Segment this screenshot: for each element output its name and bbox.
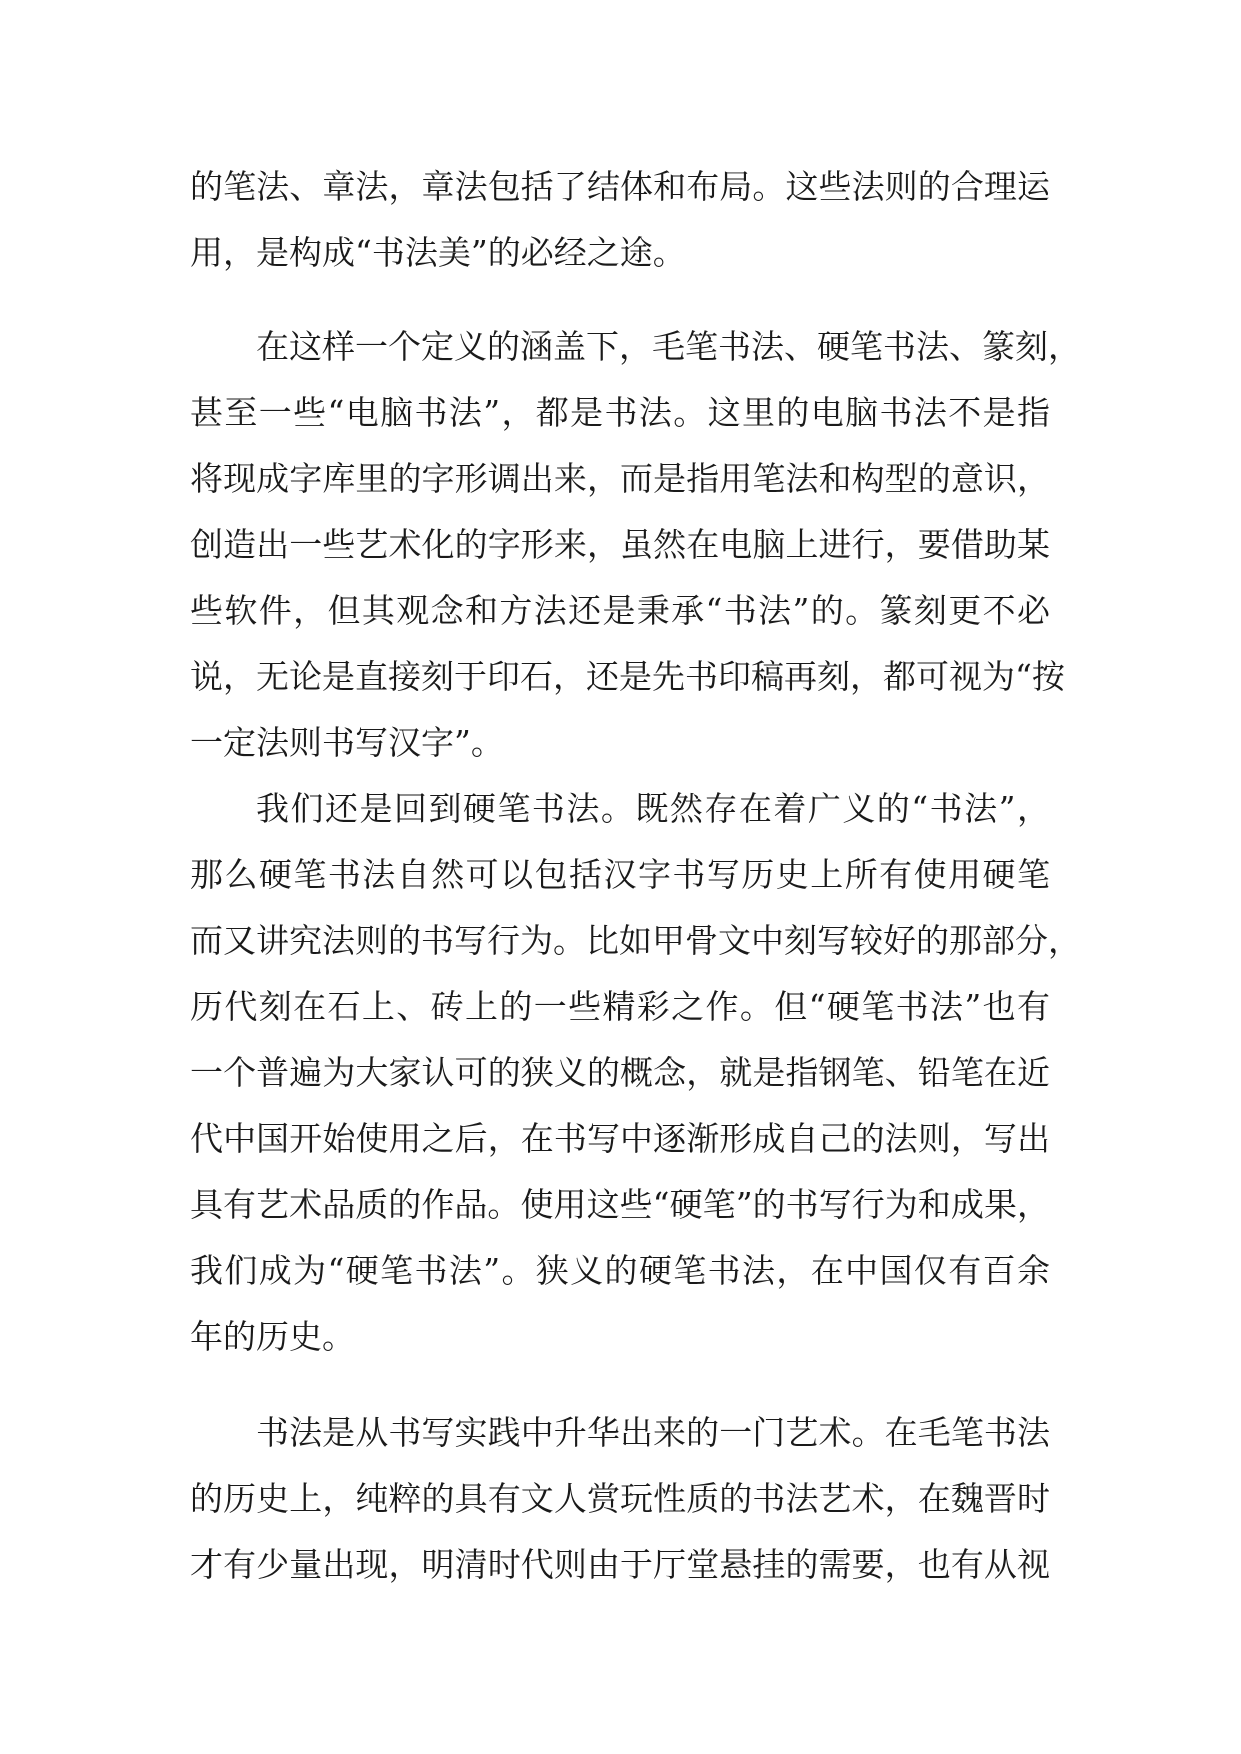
text-line: 我们成为“硬笔书法”。狭义的硬笔书法，在中国仅有百余 [190,1251,1050,1290]
text-line: 说，无论是直接刻于印石，还是先书印稿再刻，都可视为“按 [190,657,1065,696]
text-line: 甚至一些“电脑书法”，都是书法。这里的电脑书法不是指 [190,393,1050,432]
text-line: 将现成字库里的字形调出来，而是指用笔法和构型的意识， [190,459,1050,498]
text-line: 历代刻在石上、砖上的一些精彩之作。但“硬笔书法”也有 [190,987,1050,1026]
text-line: 那么硬笔书法自然可以包括汉字书写历史上所有使用硬笔 [190,855,1050,894]
paragraph-2 [190,314,1081,776]
text-line: 具有艺术品质的作品。使用这些“硬笔”的书写行为和成果， [190,1185,1050,1224]
text-line: 才有少量出现，明清时代则由于厅堂悬挂的需要，也有从视 [190,1545,1050,1584]
text-line: 年的历史。 [190,1317,355,1356]
paragraph-4 [190,1400,1050,1598]
text-line: 书法是从书写实践中升华出来的一门艺术。在毛笔书法 [256,1413,1050,1452]
text-line: 的历史上，纯粹的具有文人赏玩性质的书法艺术，在魏晋时 [190,1479,1050,1518]
text-line: 而又讲究法则的书写行为。比如甲骨文中刻写较好的那部分， [190,921,1081,960]
text-line: 一定法则书写汉字”。 [190,723,504,762]
text-line: 用，是构成“书法美”的必经之途。 [190,233,686,272]
paragraph-1 [190,154,1050,286]
text-line: 在这样一个定义的涵盖下，毛笔书法、硬笔书法、篆刻， [256,327,1081,366]
paragraph-3 [190,776,1081,1370]
text-line: 创造出一些艺术化的字形来，虽然在电脑上进行，要借助某 [190,525,1050,564]
text-line: 我们还是回到硬笔书法。既然存在着广义的“书法”， [256,789,1050,828]
text-line: 代中国开始使用之后，在书写中逐渐形成自己的法则，写出 [190,1119,1050,1158]
text-line: 的笔法、章法，章法包括了结体和布局。这些法则的合理运 [190,167,1050,206]
text-line: 一个普遍为大家认可的狭义的概念，就是指钢笔、铅笔在近 [190,1053,1050,1092]
text-line: 些软件，但其观念和方法还是秉承“书法”的。篆刻更不必 [190,591,1050,630]
